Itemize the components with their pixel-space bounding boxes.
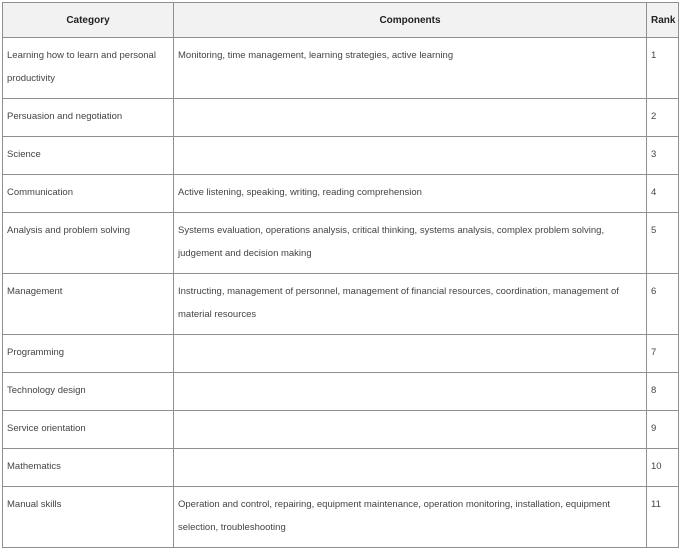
rank-cell: 6 xyxy=(647,274,679,335)
header-components: Components xyxy=(174,3,647,38)
table-row xyxy=(3,137,679,175)
components-cell xyxy=(174,373,647,411)
rank-cell: 9 xyxy=(647,411,679,449)
rank-cell: 4 xyxy=(647,175,679,213)
table-row xyxy=(3,38,679,99)
skills-table xyxy=(2,2,679,548)
header-rank: Rank xyxy=(647,3,679,38)
components-cell xyxy=(174,449,647,487)
components-cell xyxy=(174,137,647,175)
category-cell: Science xyxy=(3,137,174,175)
components-cell: Systems evaluation, operations analysis, critical thinking, systems analysis, complex problem solving, judgement and decision making xyxy=(174,213,647,274)
header-category: Category xyxy=(3,3,174,38)
table-row xyxy=(3,411,679,449)
category-cell: Programming xyxy=(3,335,174,373)
components-cell: Instructing, management of personnel, management of financial resources, coordination, management of material resources xyxy=(174,274,647,335)
components-cell: Active listening, speaking, writing, reading comprehension xyxy=(174,175,647,213)
table-row xyxy=(3,373,679,411)
table-row xyxy=(3,487,679,548)
category-cell: Communication xyxy=(3,175,174,213)
category-cell: Technology design xyxy=(3,373,174,411)
table-row xyxy=(3,99,679,137)
components-cell xyxy=(174,99,647,137)
rank-cell: 8 xyxy=(647,373,679,411)
category-cell: Manual skills xyxy=(3,487,174,548)
components-cell xyxy=(174,335,647,373)
rank-cell: 2 xyxy=(647,99,679,137)
rank-cell: 7 xyxy=(647,335,679,373)
category-cell: Management xyxy=(3,274,174,335)
rank-cell: 3 xyxy=(647,137,679,175)
components-cell xyxy=(174,411,647,449)
components-cell: Monitoring, time management, learning strategies, active learning xyxy=(174,38,647,99)
table-row xyxy=(3,335,679,373)
rank-cell: 5 xyxy=(647,213,679,274)
rank-cell: 1 xyxy=(647,38,679,99)
category-cell: Persuasion and negotiation xyxy=(3,99,174,137)
rank-cell: 11 xyxy=(647,487,679,548)
rank-cell: 10 xyxy=(647,449,679,487)
category-cell: Learning how to learn and personal productivity xyxy=(3,38,174,99)
table-row xyxy=(3,175,679,213)
table-row xyxy=(3,449,679,487)
table-row xyxy=(3,274,679,335)
category-cell: Mathematics xyxy=(3,449,174,487)
components-cell: Operation and control, repairing, equipment maintenance, operation monitoring, installation, equipment selection, troubleshooting xyxy=(174,487,647,548)
category-cell: Service orientation xyxy=(3,411,174,449)
table-row xyxy=(3,213,679,274)
category-cell: Analysis and problem solving xyxy=(3,213,174,274)
table-header-row xyxy=(3,3,679,38)
